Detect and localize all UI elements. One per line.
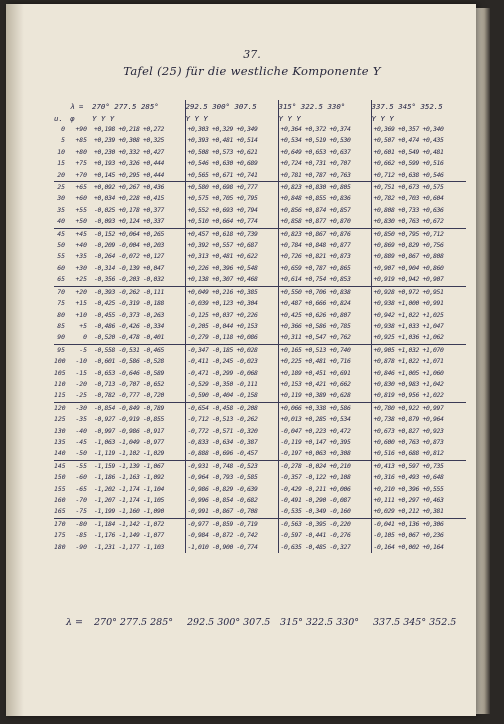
values-group-4: +0,210 +0,396 +0,555: [371, 484, 466, 495]
u-cell: 85: [57, 321, 65, 330]
phi-cell: +20: [70, 286, 92, 298]
values-group-3: +0,858 +0,877 +0,870: [278, 216, 371, 228]
values-group-1: +0,198 +0,218 +0,272: [94, 125, 164, 133]
u-cell: 60: [57, 263, 65, 272]
u-cell: 10: [57, 147, 65, 156]
u-cell: 155: [54, 484, 66, 493]
phi-cell: -40: [75, 426, 87, 435]
values-group-4: +0,846 +1,005 +1,060: [371, 368, 466, 379]
values-group-3: +0,848 +0,855 +0,836: [278, 193, 371, 204]
table-row: [54, 460, 466, 472]
values-group-1: -1,207 -1,174 -1,105: [94, 496, 164, 504]
phi-cell: +65: [70, 182, 92, 194]
values-group-1: -0,425 -0,319 -0,188: [94, 299, 164, 308]
values-group-3: +0,425 +0,626 +0,807: [278, 310, 371, 321]
values-group-3: -0,563 -0,395 -0,220: [278, 518, 371, 530]
values-group-2: -0,411 -0,245 -0,023: [185, 356, 278, 367]
u-cell: 30: [57, 194, 65, 203]
values-group-1: -1,119 -1,102 -1,029: [94, 449, 164, 458]
phi-cell: +5: [79, 321, 87, 330]
phi-cell: +55: [75, 205, 87, 214]
values-group-1: -0,558 -0,531 -0,465: [92, 344, 185, 356]
values-group-4: +0,738 +0,879 +0,964: [371, 414, 466, 425]
values-group-4: +0,938 +1,033 +1,047: [371, 321, 466, 332]
values-group-3: +0,534 +0,519 +0,530: [278, 135, 371, 146]
u-label: u.: [54, 113, 63, 123]
values-group-3: -0,491 -0,290 -0,087: [278, 495, 371, 506]
table-row: [54, 298, 466, 309]
values-group-4: +0,819 +0,956 +1,022: [371, 390, 466, 402]
phi-cell: +45: [70, 228, 92, 240]
values-group-3: +0,066 +0,338 +0,586: [278, 402, 371, 414]
values-group-2: +0,313 +0,481 +0,622: [185, 251, 278, 262]
values-group-3: +0,550 +0,706 +0,838: [278, 286, 371, 298]
header-group-3-lambdas: 315° 322.5 330°: [278, 100, 371, 112]
values-group-2: -0,977 -0,859 -0,719: [185, 518, 278, 530]
table-row: [54, 379, 466, 390]
u-cell: 70: [54, 286, 70, 298]
phi-cell: +85: [75, 136, 87, 145]
values-group-1: -0,393 -0,262 -0,111: [92, 286, 185, 298]
phi-cell: +30: [75, 263, 87, 272]
binding-shadow: [6, 4, 24, 716]
footer-lambda-label: λ =: [66, 617, 84, 628]
values-group-1: -0,997 -0,986 -0,917: [94, 426, 164, 435]
values-group-2: +0,393 +0,481 +0,514: [185, 135, 278, 146]
values-group-2: -0,772 -0,571 -0,320: [185, 426, 278, 437]
values-group-1: -0,356 -0,203 -0,032: [94, 275, 164, 284]
values-group-3: +0,487 +0,666 +0,824: [278, 298, 371, 309]
u-cell: 120: [54, 402, 70, 414]
table-row: [54, 251, 466, 262]
header-group-3-ys: Y Y Y: [278, 112, 371, 124]
table-row: [54, 321, 466, 332]
values-group-4: +0,413 +0,597 +0,735: [371, 460, 466, 472]
values-group-4: -0,164 +0,002 +0,164: [371, 542, 466, 553]
u-cell: 135: [54, 437, 66, 446]
values-group-1: -1,202 -1,174 -1,104: [94, 484, 164, 493]
values-group-1: -0,927 -0,919 -0,855: [94, 415, 164, 424]
table-row: [54, 448, 466, 460]
table-row: [54, 530, 466, 541]
values-group-2: +0,552 +0,693 +0,794: [185, 205, 278, 216]
values-group-4: +0,662 +0,599 +0,516: [371, 158, 466, 169]
values-group-4: +0,938 +1,000 +0,991: [371, 298, 466, 309]
values-group-4: +0,516 +0,688 +0,812: [371, 448, 466, 460]
values-group-3: -0,635 -0,485 -0,327: [278, 542, 371, 553]
values-group-4: +0,782 +0,703 +0,604: [371, 193, 466, 204]
values-group-3: +0,856 +0,874 +0,857: [278, 205, 371, 216]
values-group-4: +0,878 +1,022 +1,071: [371, 356, 466, 367]
values-group-2: -0,529 -0,350 -0,111: [185, 379, 278, 390]
values-group-4: +0,808 +0,733 +0,636: [371, 205, 466, 216]
phi-cell: -35: [75, 415, 87, 424]
u-cell: 65: [57, 275, 65, 284]
values-group-2: -0,991 -0,867 -0,708: [185, 506, 278, 518]
values-group-2: -0,986 -0,829 -0,639: [185, 484, 278, 495]
table-row: [54, 506, 466, 518]
values-group-2: -0,654 -0,458 -0,208: [185, 402, 278, 414]
values-group-2: -0,931 -0,748 -0,523: [185, 460, 278, 472]
values-group-2: -0,712 -0,513 -0,262: [185, 414, 278, 425]
table-row: [54, 274, 466, 286]
values-group-4: +0,369 +0,357 +0,340: [371, 124, 466, 135]
phi-cell: -25: [75, 391, 87, 400]
values-group-1: -0,264 -0,072 +0,127: [94, 252, 164, 261]
values-group-2: +0,457 +0,618 +0,739: [185, 228, 278, 240]
values-group-1: -1,231 -1,177 -1,103: [94, 542, 164, 551]
values-group-3: -0,357 -0,122 +0,108: [278, 472, 371, 483]
values-group-2: +0,303 +0,329 +0,349: [185, 124, 278, 135]
values-group-4: +0,919 +0,942 +0,907: [371, 274, 466, 286]
phi-cell: -5: [70, 344, 92, 356]
header-group-4-lambdas: 337.5 345° 352.5: [371, 100, 466, 112]
phi-cell: +10: [75, 310, 87, 319]
table-row: [54, 542, 466, 553]
phi-cell: -10: [75, 357, 87, 366]
values-group-1: -1,184 -1,142 -1,072: [92, 518, 185, 530]
phi-cell: +15: [75, 299, 87, 308]
values-group-4: +0,830 +0,763 +0,672: [371, 216, 466, 228]
u-cell: 80: [57, 310, 65, 319]
phi-cell: 0: [83, 333, 87, 342]
values-group-4: +0,830 +0,983 +1,042: [371, 379, 466, 390]
page-number: 37.: [243, 48, 261, 61]
table-row: [54, 124, 466, 135]
values-group-1: -1,199 -1,160 -1,090: [94, 507, 164, 516]
values-group-4: +0,942 +1,022 +1,025: [371, 310, 466, 321]
values-group-1: +0,230 +0,332 +0,427: [94, 147, 164, 156]
values-group-3: -0,278 -0,024 +0,210: [278, 460, 371, 472]
phi-cell: -80: [70, 518, 92, 530]
table-row: [54, 310, 466, 321]
values-group-3: +0,823 +0,830 +0,805: [278, 182, 371, 194]
values-group-3: +0,013 +0,285 +0,534: [278, 414, 371, 425]
values-group-4: +0,601 +0,549 +0,481: [371, 147, 466, 158]
table-row: [54, 158, 466, 169]
values-group-3: +0,726 +0,821 +0,873: [278, 251, 371, 262]
table-row: [54, 402, 466, 414]
values-group-3: +0,614 +0,754 +0,853: [278, 274, 371, 286]
values-group-2: +0,049 +0,216 +0,385: [185, 286, 278, 298]
table-row: [54, 205, 466, 216]
phi-cell: -85: [75, 531, 87, 540]
u-cell: 170: [54, 518, 70, 530]
values-group-4: +0,889 +0,867 +0,808: [371, 251, 466, 262]
values-group-3: +0,364 +0,372 +0,374: [278, 124, 371, 135]
values-group-4: -0,041 +0,136 +0,306: [371, 518, 466, 530]
table-row: [54, 437, 466, 448]
header-group-2-lambdas: 292.5 300° 307.5: [185, 100, 278, 112]
values-group-2: -0,205 -0,044 +0,153: [185, 321, 278, 332]
phi-cell: -70: [75, 496, 87, 504]
values-group-3: -0,535 -0,349 -0,160: [278, 506, 371, 518]
footer-group-1: 270° 277.5 285°: [94, 617, 174, 628]
values-group-1: -1,176 -1,149 -1,077: [94, 531, 164, 540]
u-cell: 50: [57, 241, 65, 250]
phi-cell: +60: [75, 194, 87, 203]
values-group-1: -0,653 -0,646 -0,589: [94, 368, 164, 377]
phi-cell: +70: [75, 170, 87, 179]
header-group-1-lambdas: 270° 277.5 285°: [92, 101, 159, 111]
u-cell: 100: [54, 357, 66, 366]
values-group-4: +0,600 +0,763 +0,873: [371, 437, 466, 448]
table-row: [54, 426, 466, 437]
values-group-1: -0,093 +0,124 +0,337: [94, 217, 164, 226]
values-group-1: +0,145 +0,295 +0,444: [94, 170, 164, 179]
values-group-2: +0,575 +0,705 +0,795: [185, 193, 278, 204]
u-cell: 105: [54, 368, 66, 377]
values-group-2: -0,279 -0,118 +0,086: [185, 332, 278, 344]
u-cell: 20: [57, 170, 65, 179]
u-cell: 40: [57, 217, 65, 226]
values-group-3: +0,649 +0,653 +0,637: [278, 147, 371, 158]
values-group-4: +0,111 +0,297 +0,463: [371, 495, 466, 506]
table-row: [54, 390, 466, 402]
values-group-2: +0,565 +0,671 +0,741: [185, 170, 278, 182]
u-cell: 150: [54, 473, 66, 482]
values-group-3: +0,823 +0,867 +0,876: [278, 228, 371, 240]
table-row: [54, 147, 466, 158]
values-group-1: +0,092 +0,267 +0,436: [92, 182, 185, 194]
values-group-1: -1,186 -1,163 -1,092: [94, 473, 164, 482]
phi-cell: -60: [75, 473, 87, 482]
phi-cell: +80: [75, 147, 87, 156]
footer-lambda-row: [54, 617, 466, 631]
u-cell: 115: [54, 391, 66, 400]
header-y-row: [54, 112, 466, 124]
values-group-2: -0,039 +0,123 +0,304: [185, 298, 278, 309]
values-group-4: -0,105 +0,067 +0,236: [371, 530, 466, 541]
values-group-1: -1,159 -1,139 -1,067: [92, 460, 185, 472]
table-row: [54, 263, 466, 274]
values-group-1: -0,713 -0,707 -0,652: [94, 379, 164, 388]
phi-cell: -30: [70, 402, 92, 414]
u-cell: 145: [54, 460, 70, 472]
values-group-2: -0,833 -0,634 -0,387: [185, 437, 278, 448]
values-group-4: +0,928 +0,972 +0,951: [371, 286, 466, 298]
values-group-4: +0,751 +0,673 +0,575: [371, 182, 466, 194]
values-group-3: +0,784 +0,848 +0,877: [278, 240, 371, 251]
values-group-2: +0,546 +0,630 +0,689: [185, 158, 278, 169]
table-row: [54, 216, 466, 228]
table-row: [54, 414, 466, 425]
table-row: [54, 368, 466, 379]
header-lambda-row: [54, 100, 466, 112]
values-group-2: -1,010 -0,900 -0,774: [185, 542, 278, 553]
page-edge: [476, 8, 490, 714]
values-group-4: +0,905 +1,032 +1,070: [371, 344, 466, 356]
values-group-4: +0,907 +0,904 +0,860: [371, 263, 466, 274]
values-group-1: -0,854 -0,849 -0,789: [92, 402, 185, 414]
phi-cell: +75: [75, 159, 87, 168]
values-group-3: +0,659 +0,787 +0,865: [278, 263, 371, 274]
values-group-2: +0,392 +0,557 +0,687: [185, 240, 278, 251]
data-table: [54, 100, 466, 553]
u-cell: 175: [54, 531, 66, 540]
phi-cell: +90: [75, 125, 87, 133]
values-group-2: +0,226 +0,396 +0,548: [185, 263, 278, 274]
table-row: [54, 170, 466, 182]
table-row: [54, 344, 466, 356]
footer-group-2: 292.5 300° 307.5: [187, 617, 271, 628]
values-group-3: -0,597 -0,441 -0,276: [278, 530, 371, 541]
values-group-4: +0,850 +0,795 +0,712: [371, 228, 466, 240]
phi-cell: -15: [75, 368, 87, 377]
table-row: [54, 193, 466, 204]
values-group-1: -0,314 -0,139 +0,047: [94, 263, 164, 272]
u-cell: 165: [54, 507, 66, 516]
values-group-1: -0,152 +0,064 +0,265: [92, 228, 185, 240]
phi-cell: +50: [75, 217, 87, 226]
table-row: [54, 228, 466, 240]
table-body: [54, 124, 466, 553]
values-group-4: +0,029 +0,212 +0,381: [371, 506, 466, 518]
u-cell: 110: [54, 379, 66, 388]
values-group-4: +0,316 +0,493 +0,648: [371, 472, 466, 483]
values-group-2: +0,510 +0,664 +0,774: [185, 216, 278, 228]
values-group-2: -0,125 +0,037 +0,226: [185, 310, 278, 321]
table-row: [54, 518, 466, 530]
table-row: [54, 472, 466, 483]
values-group-3: +0,724 +0,731 +0,707: [278, 158, 371, 169]
values-group-3: +0,119 +0,389 +0,628: [278, 390, 371, 402]
values-group-2: -0,996 -0,854 -0,682: [185, 495, 278, 506]
header-group-2-ys: Y Y Y: [185, 112, 278, 124]
values-group-3: +0,781 +0,787 +0,763: [278, 170, 371, 182]
values-group-1: -0,025 +0,178 +0,377: [94, 205, 164, 214]
u-cell: 75: [57, 299, 65, 308]
values-group-1: -0,455 -0,373 -0,263: [94, 310, 164, 319]
values-group-1: -0,209 -0,004 +0,203: [94, 241, 164, 250]
values-group-1: +0,239 +0,308 +0,325: [94, 136, 164, 145]
phi-cell: -45: [75, 437, 87, 446]
values-group-2: -0,984 -0,872 -0,742: [185, 530, 278, 541]
values-group-4: +0,869 +0,829 +0,756: [371, 240, 466, 251]
values-group-1: +0,193 +0,326 +0,444: [94, 159, 164, 168]
values-group-1: +0,034 +0,228 +0,415: [94, 194, 164, 203]
values-group-2: -0,590 -0,404 -0,158: [185, 390, 278, 402]
phi-cell: -55: [70, 460, 92, 472]
u-cell: 45: [54, 228, 70, 240]
u-cell: 90: [57, 333, 65, 342]
table-row: [54, 356, 466, 367]
u-cell: 0: [61, 125, 65, 133]
u-cell: 180: [54, 542, 66, 551]
u-cell: 25: [54, 182, 70, 194]
values-group-3: +0,189 +0,451 +0,691: [278, 368, 371, 379]
table-row: [54, 484, 466, 495]
values-group-3: -0,047 +0,223 +0,472: [278, 426, 371, 437]
table-row: [54, 240, 466, 251]
lambda-label: λ =: [70, 101, 84, 111]
header-group-1-ys: Y Y Y: [92, 113, 115, 123]
values-group-2: -0,964 -0,793 -0,585: [185, 472, 278, 483]
phi-label: φ: [70, 113, 75, 123]
u-cell: 130: [54, 426, 66, 435]
values-group-3: +0,311 +0,547 +0,762: [278, 332, 371, 344]
table-row: [54, 332, 466, 344]
u-cell: 95: [54, 344, 70, 356]
values-group-2: -0,888 -0,696 -0,457: [185, 448, 278, 460]
values-group-3: -0,197 +0,063 +0,308: [278, 448, 371, 460]
values-group-2: +0,580 +0,698 +0,777: [185, 182, 278, 194]
values-group-1: -0,520 -0,478 -0,401: [94, 333, 164, 342]
header-group-4-ys: Y Y Y: [371, 112, 466, 124]
values-group-1: -0,486 -0,426 -0,334: [94, 321, 164, 330]
u-cell: 160: [54, 496, 66, 504]
values-group-4: +0,712 +0,638 +0,546: [371, 170, 466, 182]
table-title: Tafel (25) für die westliche Komponente Y: [123, 64, 381, 78]
u-cell: 5: [61, 136, 65, 145]
phi-cell: +25: [75, 275, 87, 284]
values-group-4: +0,780 +0,922 +0,997: [371, 402, 466, 414]
values-group-1: -0,782 -0,777 -0,720: [94, 391, 164, 400]
phi-cell: -75: [75, 507, 87, 516]
phi-cell: +40: [75, 241, 87, 250]
phi-cell: +35: [75, 252, 87, 261]
phi-cell: -90: [75, 542, 87, 551]
table-row: [54, 495, 466, 506]
values-group-3: +0,165 +0,513 +0,740: [278, 344, 371, 356]
u-cell: 35: [57, 205, 65, 214]
values-group-2: -0,347 -0,185 +0,028: [185, 344, 278, 356]
u-cell: 125: [54, 415, 66, 424]
values-group-4: +0,507 +0,474 +0,435: [371, 135, 466, 146]
u-cell: 55: [57, 252, 65, 261]
footer-group-4: 337.5 345° 352.5: [373, 617, 457, 628]
values-group-2: -0,471 -0,299 -0,068: [185, 368, 278, 379]
phi-cell: -65: [75, 484, 87, 493]
u-cell: 140: [54, 449, 66, 458]
values-group-3: +0,366 +0,586 +0,785: [278, 321, 371, 332]
footer-group-3: 315° 322.5 330°: [280, 617, 360, 628]
values-group-4: +0,925 +1,036 +1,062: [371, 332, 466, 344]
values-group-3: +0,225 +0,481 +0,716: [278, 356, 371, 367]
values-group-3: -0,429 -0,211 +0,006: [278, 484, 371, 495]
table-row: [54, 286, 466, 298]
values-group-1: -1,063 -1,049 -0,977: [94, 437, 164, 446]
values-group-2: +0,138 +0,307 +0,468: [185, 274, 278, 286]
table-row: [54, 182, 466, 194]
values-group-1: -0,601 -0,586 -0,528: [94, 357, 164, 366]
table-row: [54, 135, 466, 146]
values-group-2: +0,508 +0,573 +0,621: [185, 147, 278, 158]
u-cell: 15: [57, 159, 65, 168]
values-group-3: +0,153 +0,421 +0,662: [278, 379, 371, 390]
values-group-4: +0,673 +0,827 +0,923: [371, 426, 466, 437]
phi-cell: -50: [75, 449, 87, 458]
phi-cell: -20: [75, 379, 87, 388]
values-group-3: -0,119 +0,147 +0,395: [278, 437, 371, 448]
